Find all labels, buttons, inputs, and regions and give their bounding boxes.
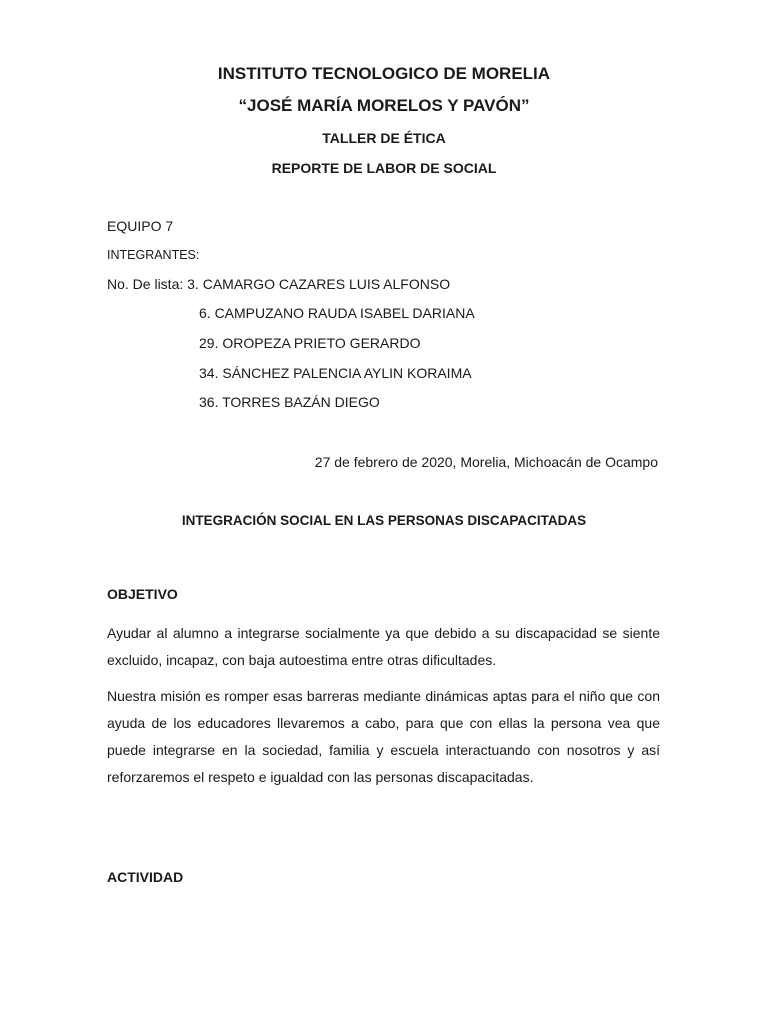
institution-title: INSTITUTO TECNOLOGICO DE MORELIA (217, 64, 551, 83)
institution-motto: “JOSÉ MARÍA MORELOS Y PAVÓN” (238, 96, 530, 115)
member-item: No. De lista: 3. CAMARGO CAZARES LUIS ALFONSO (107, 276, 451, 292)
mission-paragraph: Nuestra misión es romper esas barreras mediante dinámicas aptas para el niño que con ayuda de los educadores llevaremos a cabo, para que con ellas la persona vea que puede integrarse en la sociedad, familia y escuela interactuando con nosotros y así reforzaremos el respeto e igualdad con las personas discapacitadas. (107, 688, 660, 785)
date-place: 27 de febrero de 2020, Morelia, Michoacán de Ocampo (314, 454, 658, 470)
course-title: TALLER DE ÉTICA (322, 130, 446, 146)
member-item: 36. TORRES BAZÁN DIEGO (199, 394, 380, 410)
subject-title: INTEGRACIÓN SOCIAL EN LAS PERSONAS DISCAPACITADAS (181, 513, 587, 528)
team-name: EQUIPO 7 (107, 218, 174, 234)
activity-heading: ACTIVIDAD (107, 869, 184, 885)
objective-paragraph: Ayudar al alumno a integrarse socialmente ya que debido a su discapacidad se siente excluido, incapaz, con baja autoestima entre otras dificultades. (107, 625, 660, 668)
member-item: 29. OROPEZA PRIETO GERARDO (199, 335, 421, 351)
member-item: 6. CAMPUZANO RAUDA ISABEL DARIANA (199, 305, 475, 321)
member-item: 34. SÁNCHEZ PALENCIA AYLIN KORAIMA (199, 365, 472, 381)
members-label: INTEGRANTES: (107, 248, 200, 262)
objective-heading: OBJETIVO (107, 586, 178, 602)
report-title: REPORTE DE LABOR DE SOCIAL (271, 160, 497, 176)
